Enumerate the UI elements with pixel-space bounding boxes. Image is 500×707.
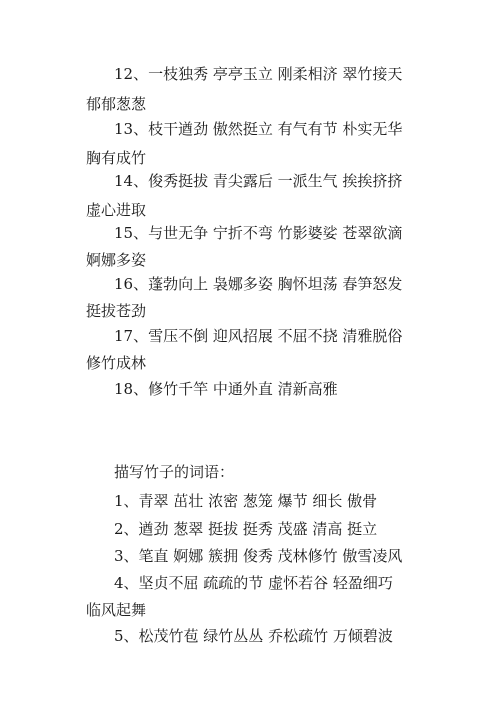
word-line-5: 5、松茂竹苞 绿竹丛丛 乔松疏竹 万倾碧波: [114, 627, 393, 645]
idiom-line-12-cont: 郁郁葱葱: [86, 95, 147, 113]
idiom-line-18: 18、修竹千竿 中通外直 清新高雅: [114, 380, 338, 398]
idiom-line-12: 12、一枝独秀 亭亭玉立 刚柔相济 翠竹接天: [114, 65, 403, 83]
word-line-4: 4、坚贞不屈 疏疏的节 虚怀若谷 轻盈细巧: [114, 574, 393, 592]
idiom-line-14: 14、俊秀挺拔 青尖露后 一派生气 挨挨挤挤: [114, 172, 403, 190]
idiom-line-15: 15、与世无争 宁折不弯 竹影婆娑 苍翠欲滴: [114, 224, 403, 242]
word-line-4-cont: 临风起舞: [86, 601, 147, 619]
idiom-line-17: 17、雪压不倒 迎风招展 不屈不挠 清雅脱俗: [114, 327, 403, 345]
word-line-2: 2、遒劲 葱翠 挺拔 挺秀 茂盛 清高 挺立: [114, 520, 378, 538]
idiom-line-17-cont: 修竹成林: [86, 354, 147, 372]
idiom-line-13: 13、枝干遒劲 傲然挺立 有气有节 朴实无华: [114, 120, 403, 138]
word-line-1: 1、青翠 茁壮 浓密 葱笼 爆节 细长 傲骨: [114, 492, 378, 510]
idiom-line-13-cont: 胸有成竹: [86, 149, 147, 167]
idiom-line-16: 16、蓬勃向上 袅娜多姿 胸怀坦荡 春笋怒发: [114, 275, 403, 293]
idiom-line-15-cont: 婀娜多姿: [86, 251, 147, 269]
word-line-3: 3、笔直 婀娜 簇拥 俊秀 茂林修竹 傲雪凌风: [114, 547, 403, 565]
section-heading: 描写竹子的词语：: [114, 463, 235, 481]
idiom-line-16-cont: 挺拔苍劲: [86, 302, 147, 320]
idiom-line-14-cont: 虚心进取: [86, 201, 147, 219]
